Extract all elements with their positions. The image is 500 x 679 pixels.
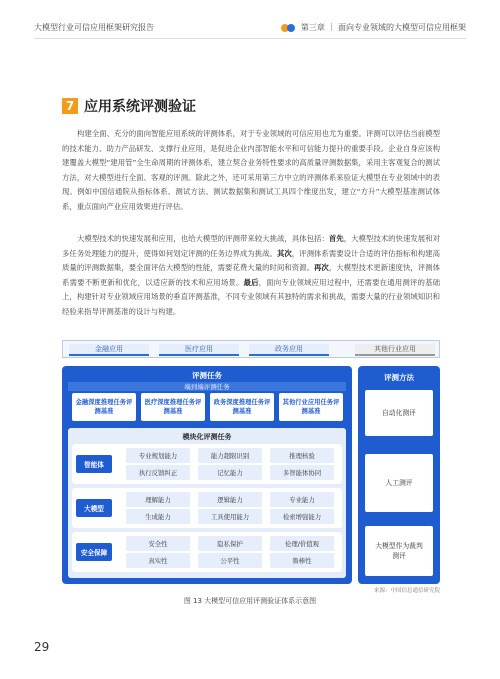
eval-tasks-title: 评测任务 [192, 371, 222, 380]
group-label: 安全保障 [76, 543, 112, 561]
capability-chip: 隐私保护 [198, 536, 262, 551]
section-number: 7 [62, 98, 78, 114]
chapter-title: 第三章 ｜ 面向专业领域的大模型可信应用框架 [300, 23, 466, 32]
capability-chip: 专业规划能力 [126, 448, 190, 463]
eval-tasks-panel [62, 366, 352, 584]
capability-chip: 公平性 [198, 553, 262, 568]
report-title: 大模型行业可信应用框架研究报告 [34, 23, 154, 32]
benchmark-government: 政务深度推理任务评测基准 [210, 393, 274, 421]
modular-tasks-title: 模块化评测任务 [182, 433, 232, 441]
eval-methods-panel [358, 366, 440, 584]
capability-chip: 生成能力 [126, 509, 190, 524]
group-model [72, 488, 342, 528]
scenario-benchmarks [68, 393, 346, 423]
capability-chip: 能力超限识别 [198, 448, 262, 463]
logo-icon [281, 24, 297, 32]
modular-tasks-panel [68, 428, 346, 578]
capability-chip: 理解能力 [126, 492, 190, 507]
application-categories [62, 340, 440, 358]
paragraph-2: 大模型技术的快速发展和应用，也给大模型的评测带来较大挑战，具体包括：首先，大模型技术的快速发展和对多任务处理能力的提升，使得如何划定评测的任务边界成为挑战。其次，评测体系需要设计合适的评估指标和构建高质量的评测数据集，要全面评估大模型的性能，需要花费大量的时间和资源。再次，大模型技术更新速度快，评测体系需要不断更新和优化，以适应新的技术和应用场景。最后，面向专业领域应用过程中，还需要在通用测评的基础上，构建针对专业领域应用场景的垂直评测基准，不同专业领域有其独特的需求和挑战，需要大量的行业领域知识和经验来指导评测基准的设计与构建。 [62, 234, 440, 316]
figure-caption: 图 13 大模型可信应用评测验证体系示意图 [183, 597, 317, 605]
capability-chip: 安全性 [126, 536, 190, 551]
capability-chip: 逻辑能力 [198, 492, 262, 507]
capability-chip: 专业能力 [270, 492, 334, 507]
capability-chip: 工具使用能力 [198, 509, 262, 524]
section-title: 应用系统评测验证 [84, 99, 196, 115]
benchmark-medical: 医疗深度推理任务评测基准 [141, 393, 205, 421]
scenario-tasks-title: 端到端评测任务 [68, 382, 346, 391]
capability-chip: 执行反馈纠正 [126, 465, 190, 480]
category-other: 其他行业应用 [355, 344, 435, 356]
group-security [72, 532, 342, 572]
eval-methods-title: 评测方法 [384, 373, 414, 382]
method-llm-judge: 大模型作为裁判测评 [365, 526, 433, 576]
category-finance: 金融应用 [69, 344, 149, 356]
capability-chip: 推理核验 [270, 448, 334, 463]
page-number: 29 [34, 640, 50, 654]
header-divider [34, 38, 466, 39]
capability-chip: 真实性 [126, 553, 190, 568]
chapter-label [281, 22, 466, 33]
category-medical: 医疗应用 [159, 344, 239, 356]
capability-chip: 记忆能力 [198, 465, 262, 480]
group-label: 智能体 [76, 455, 112, 473]
method-human: 人工测评 [365, 454, 433, 512]
method-automated: 自动化测评 [365, 390, 433, 436]
category-government: 政务应用 [249, 344, 329, 356]
benchmark-other: 其他行业应用任务评测基准 [279, 393, 343, 421]
capability-chip: 多智能体协同 [270, 465, 334, 480]
capability-chip: 鲁棒性 [270, 553, 334, 568]
group-label: 大模型 [76, 499, 112, 517]
benchmark-finance: 金融深度推理任务评测基准 [72, 393, 136, 421]
capability-chip: 检索增强能力 [270, 509, 334, 524]
section-heading [62, 96, 196, 116]
paragraph-1: 构建全面、充分的面向智能应用系统的评测体系，对于专业领域的可信应用也尤为重要。评测可以评估当前模型的技术能力、助力产品研发、支撑行业应用，是促进企业内部智能水平和可信能力提升的重要手段。企业自身应该构建覆盖大模型“建用管”全生命周期的评测体系，建立契合业务特性要求的高质量评测数据集，采用主客观复合的测试方法，对大模型进行全面、客观的评测。除此之外，还可采用第三方中立的评测体系来验证大模型在专业领域中的表现。例如中国信通院从指标体系、测试方法、测试数据集和测试工具四个维度出发，建立“方升”大模型基准测试体系，重点面向产业应用效果进行评估。 [62, 129, 440, 211]
group-agent [72, 444, 342, 484]
page-header [34, 22, 466, 36]
evaluation-framework-diagram [62, 340, 440, 594]
capability-chip: 伦理/价值观 [270, 536, 334, 551]
source-note: 来源：中国信息通信研究院 [373, 588, 440, 594]
